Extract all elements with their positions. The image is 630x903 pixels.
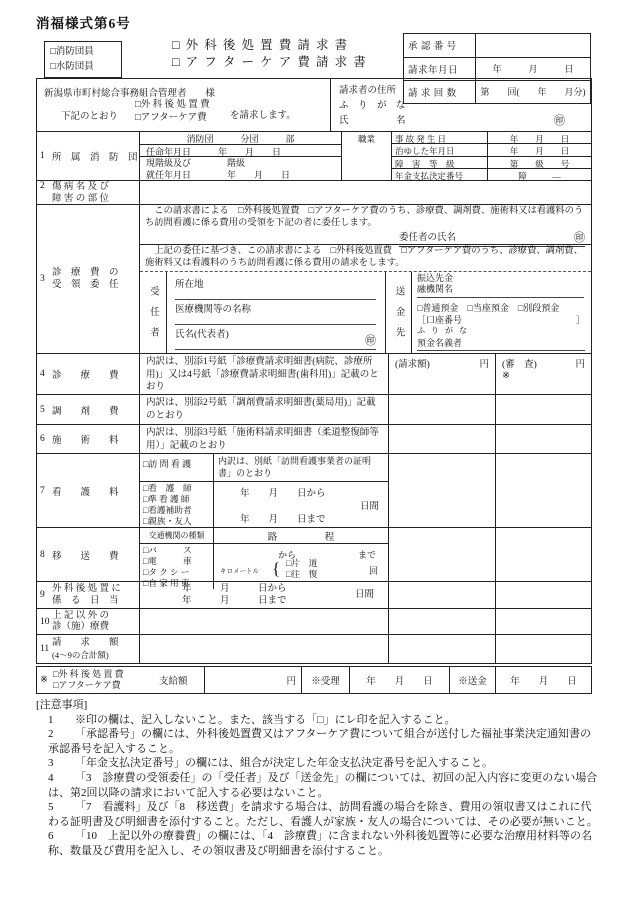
account-number-field[interactable] xyxy=(417,312,585,325)
row9-label-line2: 係 る 日 当 xyxy=(52,595,119,606)
yen-unit: 円 xyxy=(575,360,585,370)
row8-review-cell xyxy=(496,528,591,581)
row7-review-cell xyxy=(496,454,591,527)
checkbox-one-way[interactable]: □片 道 xyxy=(286,558,318,568)
transport-header-row xyxy=(140,528,388,544)
checkbox-round-trip[interactable]: □往 復 xyxy=(286,568,318,579)
row-number: 6 xyxy=(40,434,45,444)
yen-unit: 円 xyxy=(286,677,296,687)
nursing-period-from: 年 月 日から xyxy=(240,489,326,499)
row-injury-name xyxy=(37,180,591,204)
accident-date-label: 事 故 発 生 日 xyxy=(395,134,447,144)
row11-description xyxy=(140,635,389,663)
payment-amount-cell xyxy=(204,667,301,693)
row9-label-cell xyxy=(37,582,140,608)
checkbox-office-aftercare[interactable]: □アフターケア費 xyxy=(53,680,121,690)
account-number-close-bracket: ］ xyxy=(575,315,585,325)
review-label: (審 査) xyxy=(502,360,537,370)
row2-label xyxy=(52,181,139,204)
checkbox-private-car[interactable]: □自 家 用 車 xyxy=(143,578,190,588)
row-other-medical-fee xyxy=(37,608,591,634)
account-type-checkboxes[interactable]: □普通預金 □当座預金 □別段預金 xyxy=(417,303,560,313)
note-item-2 xyxy=(36,727,598,756)
row-total-claim xyxy=(37,634,591,663)
claimant-furigana-label: ふ り が な xyxy=(339,101,406,111)
row-transport-fee xyxy=(37,527,591,588)
request-type-checkboxes xyxy=(135,99,210,125)
row9-amount-cell xyxy=(389,582,496,608)
rank-tenure-cell xyxy=(140,156,341,180)
row11-review-cell xyxy=(496,635,591,663)
row10-label-line1: 上 記 以 外 の xyxy=(52,610,110,621)
checkbox-relative-friend[interactable]: □親族・友人 xyxy=(143,516,192,526)
row3-label-cell xyxy=(37,205,140,353)
notes-section xyxy=(36,698,598,859)
corps-detail-cell xyxy=(140,132,342,180)
row11-amount-cell xyxy=(389,635,496,663)
claim-count-label: 請 求 回 数 xyxy=(404,81,476,103)
trip-type-checkboxes xyxy=(286,558,317,579)
amount-label: (請求額) xyxy=(395,360,430,370)
route-to: まで xyxy=(357,550,376,560)
note-number: 4 xyxy=(48,771,54,784)
checkbox-aftercare-fee[interactable]: □アフターケア費 xyxy=(135,113,207,123)
trustee-address-field[interactable] xyxy=(175,275,376,300)
row2-label-line2: 障 害 の 部 位 xyxy=(52,193,110,204)
account-number-label: ［口座番号 xyxy=(417,315,463,325)
claimant-name-label: 氏 名 xyxy=(339,116,406,126)
row-dispensing-fee xyxy=(37,394,591,424)
checkbox-nurse[interactable]: □看 護 師 xyxy=(143,483,192,493)
nursing-period-cell xyxy=(214,482,388,527)
disability-grade-label: 障 害 等 級 xyxy=(392,156,487,168)
seal-icon: ㊞ xyxy=(574,232,585,244)
seal-icon: ㊞ xyxy=(365,335,376,347)
allowance-days: 日間 xyxy=(354,590,374,600)
row8-label-cell xyxy=(37,528,140,581)
note-number: 1 xyxy=(48,713,54,726)
title-aftercare-fee-claim[interactable]: □ ア フ タ ー ケ ア 費 請 求 書 xyxy=(172,55,368,69)
visit-nursing-row xyxy=(140,454,388,482)
route-header: 路 程 xyxy=(267,533,335,543)
seal-icon: ㊞ xyxy=(554,115,565,127)
appointment-date-line: 任命年月日 年 月 日 xyxy=(140,144,341,156)
row-number: 3 xyxy=(40,274,45,284)
row6-label: 施 術 料 xyxy=(52,436,119,446)
current-rank-line: 現階級及び 階級 xyxy=(146,158,246,168)
row4-label-cell xyxy=(37,354,140,394)
bank-name-label: 振込先金融機関名 xyxy=(417,273,454,294)
row11-label xyxy=(52,637,139,661)
remittance-label: 送金先 xyxy=(386,272,412,353)
claimant-name-line xyxy=(339,114,583,129)
row8-amount-cell xyxy=(389,528,496,581)
row3-label-line1: 診 療 費 の xyxy=(52,268,119,278)
row2-label-line1: 傷 病 名 及 び xyxy=(52,182,110,192)
row9-review-cell xyxy=(496,582,591,608)
row7-label: 看 護 料 xyxy=(52,487,119,498)
row-nursing-fee xyxy=(37,453,591,527)
row7-label-cell xyxy=(37,454,140,527)
kilometer-label: キロメートル xyxy=(220,568,259,575)
row10-label xyxy=(52,610,139,634)
request-intro: 下記のとおり xyxy=(61,112,119,122)
row3-label xyxy=(52,267,139,291)
bank-name-field[interactable] xyxy=(417,273,585,298)
healed-date-label: 治ゆした年月日 xyxy=(392,143,487,155)
row7-detail-cell xyxy=(140,454,389,527)
row-number: 2 xyxy=(40,181,45,191)
checkbox-nursing-aide[interactable]: □看護補助者 xyxy=(143,505,192,515)
row-number: 9 xyxy=(40,590,45,600)
allowance-from: 年 月 日から xyxy=(182,584,287,594)
note-text: ※印の欄は、記入しないこと。また、該当する「□」にレ印を記入すること。 xyxy=(75,713,456,726)
trustee-address-label: 所在地 xyxy=(175,280,204,290)
request-statement-cell xyxy=(37,79,331,131)
row2-label-cell xyxy=(37,181,140,204)
receipt-label: ※受理 xyxy=(301,667,349,693)
row10-label-line2: 診（施）療費 xyxy=(52,622,110,632)
delegation-body xyxy=(140,205,591,353)
checkbox-fire-corps-member[interactable]: □消防団員 xyxy=(50,47,94,57)
row-number: 1 xyxy=(40,151,45,161)
row11-label-line2: (4～9の合計額) xyxy=(52,649,109,660)
request-suffix: を請求します。 xyxy=(230,111,296,121)
representative-name-label: 氏名(代表者) xyxy=(175,330,229,340)
row-medical-fee xyxy=(37,353,591,394)
row9-label-line1: 外 科 後 処 置 に xyxy=(52,584,121,594)
row5-review-cell xyxy=(496,395,591,424)
row10-description xyxy=(140,609,389,634)
row-number: 5 xyxy=(40,404,45,415)
note-text: 「年金支払決定番号」の欄には、組合が決定した年金支払決定番号を記入すること。 xyxy=(75,757,493,770)
review-asterisk: ※ xyxy=(502,371,510,381)
row10-amount-cell xyxy=(389,609,496,634)
claim-count-value: 第 回( 年 月分) xyxy=(480,87,586,97)
row-daily-allowance xyxy=(37,581,591,608)
transport-type-header: 交通機関の種類 xyxy=(140,528,214,543)
allowance-to: 年 月 日まで xyxy=(182,596,287,606)
row10-label-cell xyxy=(37,609,140,634)
office-type-checkboxes xyxy=(53,667,159,693)
row8-label: 移 送 費 xyxy=(52,551,119,562)
note-text: 「承認番号」の欄には、外科後処置費又はアフターケア費について組合が送付した福祉事業決定通知書の承認番号を記入すること。 xyxy=(48,728,592,755)
row4-description: 内訳は、別添1号紙「診療費請求明細書(病院、診療所用)」又は4号紙「診療費請求明細書(歯科用)」記載のとおり xyxy=(140,354,389,394)
holder-furigana-label: ふ り が な xyxy=(417,326,469,335)
route-from: から xyxy=(278,550,297,560)
notes-heading: [注意事項] xyxy=(36,699,88,711)
occupation-cell: 職業 xyxy=(342,132,392,180)
receipt-date-cell: 年 月 日 xyxy=(349,667,449,693)
nurse-type-row xyxy=(140,482,388,527)
note-number: 6 xyxy=(48,830,54,843)
row8-detail-cell xyxy=(140,528,389,588)
claimant-address-label: 請求者の住所 xyxy=(339,86,397,96)
approval-number-row xyxy=(404,34,590,57)
row4-review-cell xyxy=(496,354,591,394)
bank-name-underline xyxy=(417,297,584,298)
remit-label: ※送金 xyxy=(449,667,495,693)
claim-text: 上記の委任に基づき、この請求書による □外科後処置費 □アフターケア費のうち、診療費、調剤費、施術料又は看護料のうち訪問看護に係る費用の請求をします。 xyxy=(145,246,583,268)
office-asterisk: ※ xyxy=(40,675,48,685)
healed-date-value: 年 月 日 xyxy=(488,143,591,155)
member-type-box xyxy=(44,41,122,78)
row4-label: 診 療 費 xyxy=(52,371,119,381)
nursing-period-to: 年 月 日まで xyxy=(240,515,326,525)
note-number: 3 xyxy=(48,757,54,770)
checkbox-visit-nursing[interactable]: □訪 問 看 護 xyxy=(140,454,214,481)
accident-value-column xyxy=(488,132,591,180)
trustee-remittance-cell xyxy=(140,272,591,353)
row1-label-cell xyxy=(37,132,140,180)
note-text: 「7 看護料」及び「8 移送費」を請求する場合は、訪問看護の場合を除き、費用の領収書又はこれに代わる証明書及び明細書を添付すること。ただし、看護人が家族・友人の場合については、その必要が無いこと。 xyxy=(48,801,598,828)
accident-label-column xyxy=(392,132,488,180)
title-surgical-aftercare-claim[interactable]: □ 外 科 後 処 置 費 請 求 書 xyxy=(172,38,349,52)
note-number: 2 xyxy=(48,728,54,741)
brace-glyph: { xyxy=(272,559,281,578)
row6-review-cell xyxy=(496,425,591,453)
row-number: 4 xyxy=(40,369,45,379)
row-number: 10 xyxy=(40,616,50,627)
document-titles xyxy=(172,37,367,71)
row4-amount-cell xyxy=(389,354,496,394)
claimant-cell xyxy=(331,79,591,131)
row-treatment-fee xyxy=(37,424,591,453)
row11-label-line1: 請 求 額 xyxy=(52,638,119,648)
row-number: 8 xyxy=(40,549,45,560)
row10-review-cell xyxy=(496,609,591,634)
allowance-period-cell xyxy=(140,582,389,608)
note-text: 「3 診療費の受領委任」の「受任者」及び「送金先」の欄については、初回の記入内容に変更のない場合は、第2回以降の請求において記入する必要はないこと。 xyxy=(48,771,598,799)
row-payment-delegation xyxy=(37,204,591,353)
request-header-band xyxy=(37,79,591,131)
row5-label: 調 剤 費 xyxy=(52,406,119,417)
claim-date-value: 年 月 日 xyxy=(492,64,574,74)
checkbox-taxi[interactable]: □タ ク シ ー xyxy=(143,567,190,577)
note-item-6 xyxy=(36,829,598,858)
note-item-5 xyxy=(36,800,598,829)
row6-description: 内訳は、別添3号紙「施術料請求明細書（柔道整復師等用）」記載のとおり xyxy=(140,425,389,453)
row5-label-cell xyxy=(37,395,140,424)
office-use-row xyxy=(36,666,592,694)
accident-date-value: 年 月 日 xyxy=(509,134,570,144)
note-item-4 xyxy=(36,771,598,800)
approval-number-label: 承 認 番 号 xyxy=(404,34,476,57)
delegator-name-label: 委任者の氏名 xyxy=(399,233,457,243)
row-affiliation xyxy=(37,131,591,180)
checkbox-surgical-aftercare-fee[interactable]: □外 科 後 処 置 費 xyxy=(135,100,210,110)
form-number: 消福様式第6号 xyxy=(36,16,131,31)
row-number: 7 xyxy=(40,485,45,496)
representative-name-field[interactable] xyxy=(175,325,376,350)
addressee: 新潟県市町村総合事務組合管理者 様 xyxy=(44,89,216,99)
row1-label: 所 属 消 防 団 xyxy=(52,153,138,163)
trustee-label: 受任者 xyxy=(140,272,167,353)
row-number: 11 xyxy=(40,644,50,654)
trustee-fields xyxy=(167,272,386,353)
injury-name-input-area xyxy=(140,181,591,204)
row3-label-line2: 受 領 委 任 xyxy=(52,279,119,290)
claim-date-label: 請求年月日 xyxy=(404,58,476,80)
checkbox-bus[interactable]: □バ ス xyxy=(143,545,192,555)
checkbox-assistant-nurse[interactable]: □準 看 護 師 xyxy=(143,494,190,504)
disability-grade-value: 第 級 号 xyxy=(488,156,591,168)
row6-label-cell xyxy=(37,425,140,453)
pension-number-label: 年金支払決定番号 xyxy=(392,168,487,180)
row9-label xyxy=(52,583,139,607)
tenure-date-line: 就任年月日 年 月 日 xyxy=(146,170,291,180)
institution-name-field[interactable] xyxy=(175,300,376,325)
trip-count-unit: 回 xyxy=(368,566,378,576)
delegation-text: この請求書による □外科後処置費 □アフターケア費のうち、診療費、調剤費、施術料又は看護料のうち訪問看護に係る費用の受領を下記の者に委任します。 xyxy=(145,206,584,228)
payment-amount-label: 支給額 xyxy=(159,677,188,687)
main-form-table xyxy=(36,78,592,664)
row6-amount-cell xyxy=(389,425,496,453)
claim-statement-cell xyxy=(140,244,591,272)
note-text: 「10 上記以外の療養費」の欄には、「4 診療費」に含まれない外科後処置等に必要な治療用材料等の名称、数量及び費用を記入し、その領収書及び明細書を添付すること。 xyxy=(48,830,592,857)
corps-division-line: 消防団 分団 部 xyxy=(186,134,295,144)
row11-label-cell xyxy=(37,635,140,663)
nursing-days: 日間 xyxy=(359,502,379,512)
note-number: 5 xyxy=(48,801,54,814)
delegation-statement-cell xyxy=(140,205,591,244)
checkbox-flood-corps-member[interactable]: □水防団員 xyxy=(50,62,94,72)
note-item-3 xyxy=(36,756,598,771)
review-top-line xyxy=(502,356,585,370)
checkbox-office-surgical-aftercare[interactable]: □外 科 後 処 置 費 xyxy=(53,669,124,679)
approval-number-value xyxy=(476,34,590,57)
row5-amount-cell xyxy=(389,395,496,424)
checkbox-train[interactable]: □電 車 xyxy=(143,556,192,566)
claim-date-row xyxy=(404,57,590,80)
row5-description: 内訳は、別添2号紙「調剤費請求明細書(薬局用)」記載のとおり xyxy=(140,395,389,424)
institution-name-label: 医療機関等の名称 xyxy=(175,305,252,315)
remit-date-cell: 年 月 日 xyxy=(495,667,591,693)
remittance-fields xyxy=(412,272,591,353)
note-item-1 xyxy=(36,713,598,728)
account-holder-field[interactable]: 預金名義者 xyxy=(417,336,585,351)
yen-unit: 円 xyxy=(479,360,489,370)
pension-number-value: 障 ― xyxy=(488,168,591,180)
row7-amount-cell xyxy=(389,454,496,527)
nurse-type-checkboxes xyxy=(140,482,214,527)
visit-nursing-description: 内訳は、別紙「訪問看護事業者の証明書」のとおり xyxy=(218,456,372,478)
